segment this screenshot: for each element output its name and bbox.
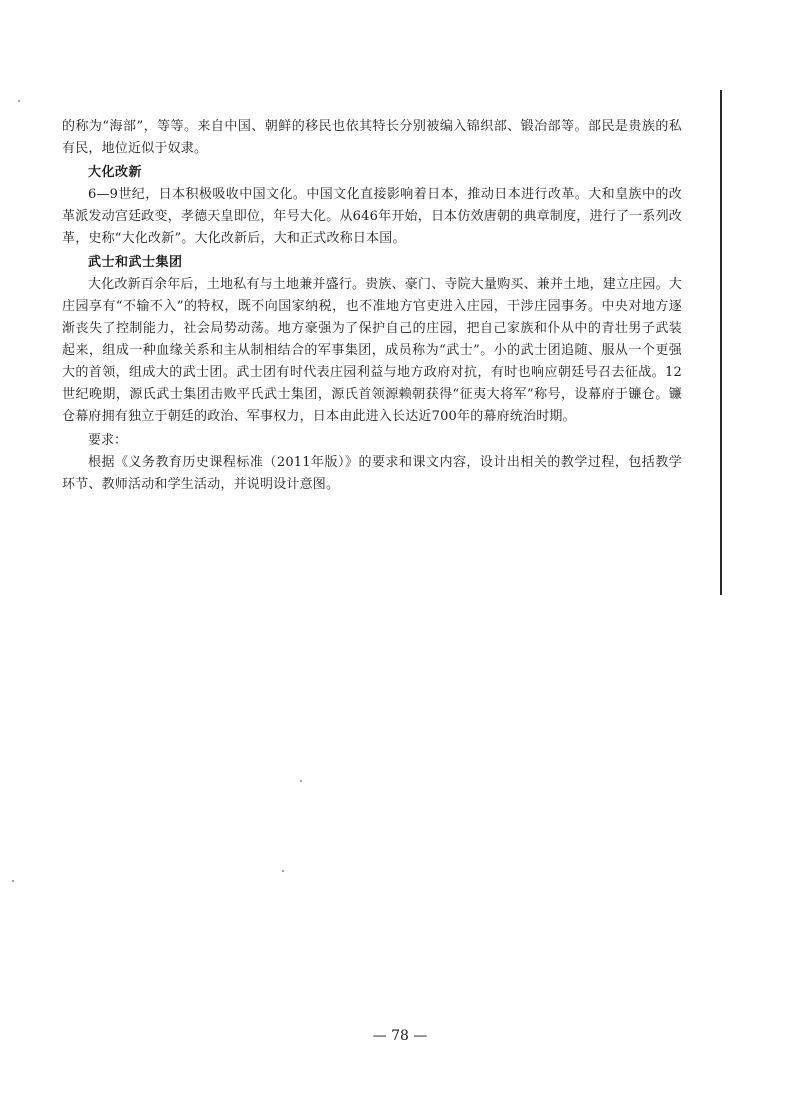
taika-reform-paragraph: 6—9世纪，日本积极吸收中国文化。中国文化直接影响着日本，推动日本进行改革。大和皇族中的改革派发动宫廷政变，孝德天皇即位，年号大化。从646年开始，日本仿效唐朝的典章制度，进行了一系列改革，史称“大化改新”。大化改新后，大和正式改称日本国。 [62, 187, 682, 246]
scan-speck [12, 880, 14, 882]
section-heading-taika-reform: 大化改新 [88, 165, 143, 180]
page-number: — 78 — [372, 1028, 428, 1044]
scan-speck [282, 870, 284, 872]
samurai-paragraph: 大化改新百余年后，土地私有与土地兼并盛行。贵族、豪门、寺院大量购买、兼并土地，建立庄园。大庄园享有“不输不入”的特权，既不向国家纳税，也不准地方官吏进入庄园，干涉庄园事务。中央对地方逐渐丧失了控制能力，社会局势动荡。地方豪强为了保护自己的庄园，把自己家族和仆从中的青壮男子武装起来，组成一种血缘关系和主从制相结合的军事集团，成员称为“武士”。小的武士团追随、服从一个更强大的首领，组成大的武士团。武士团有时代表庄园利益与地方政府对抗，有时也响应朝廷号召去征战。12世纪晚期，源氏武士集团击败平氏武士集团，源氏首领源赖朝获得“征夷大将军”称号，设幕府于镰仓。镰仓幕府拥有独立于朝廷的政治、军事权力，日本由此进入长达近700年的幕府统治时期。 [62, 277, 683, 424]
scan-margin-line [720, 90, 722, 595]
section-heading-samurai: 武士和武士集团 [88, 255, 183, 270]
document-body [62, 116, 682, 496]
scan-speck [300, 780, 302, 782]
requirements-paragraph: 根据《义务教育历史课程标准（2011年版）》的要求和课文内容，设计出相关的教学过程，包括教学环节、教师活动和学生活动，并说明设计意图。 [62, 455, 682, 492]
requirements-label: 要求： [88, 433, 128, 448]
intro-paragraph: 的称为“海部”，等等。来自中国、朝鲜的移民也依其特长分别被编入锦织部、锻冶部等。部民是贵族的私有民，地位近似于奴隶。 [62, 119, 682, 156]
scan-speck [18, 100, 20, 102]
